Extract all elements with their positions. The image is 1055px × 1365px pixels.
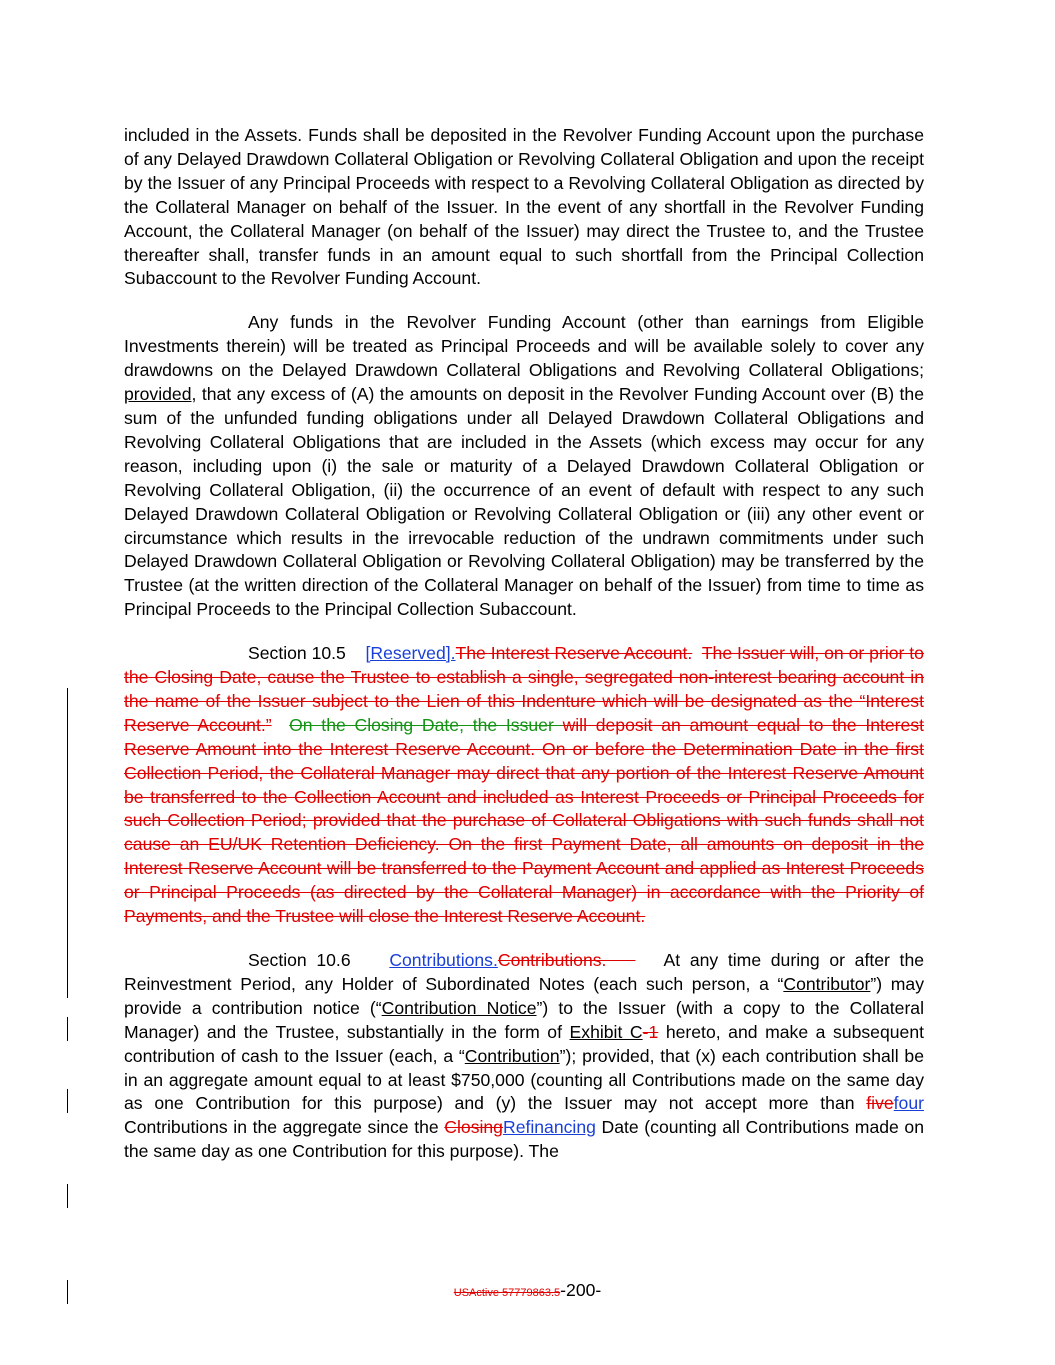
document-id: USActive 57779863.5 — [453, 1287, 561, 1299]
change-bar — [67, 688, 68, 998]
moved-text: On the Closing Date, the Issuer — [289, 714, 563, 735]
deleted-provided: provided — [312, 810, 381, 831]
inserted-title: [Reserved]. — [365, 643, 456, 664]
inserted-count: four — [893, 1093, 924, 1114]
change-bar — [67, 1089, 68, 1113]
section-text: ”); provided, that (x) each contribution shall be in an aggregate amount equal to at least $750,000 (counting all Contributions made on the same day as one Contribution for this purpose) and (y) the Issuer may not accept more than — [124, 1045, 924, 1114]
term-contributor: Contributor — [783, 973, 871, 994]
section-text: hereto, and make a subsequent contribution of cash to the Issuer (each, a “ — [124, 1021, 924, 1066]
page-number: -200- — [560, 1280, 602, 1300]
term-contribution: Contribution — [464, 1045, 560, 1066]
deleted-text: The Issuer will, on or prior to the Closing Date, cause the Trustee to establish a single, segregated non-interest bearing account in the name of the Issuer subject to the Lien of this Indenture which will be designated as the “ — [124, 643, 924, 711]
deleted-title: Contributions. — [497, 950, 607, 970]
deleted-dot: . — [687, 643, 693, 664]
provided-term: provided — [124, 384, 192, 405]
deleted-text: ” — [265, 714, 272, 735]
deleted-text: that the purchase of Collateral Obligations with such funds shall not cause an EU/UK Retention Deficiency. On the first Payment Date, all amounts on deposit in the Interest Reserve Account will be transferred to the Payment Account and applied as Interest Proceeds or Principal Proceeds (as directed by the Collateral Manager) in accordance with the Priority of Payments, and the Trustee will close the Interest Reserve Account. — [124, 810, 924, 927]
document-body — [124, 124, 924, 1164]
change-bar — [67, 1184, 68, 1208]
inserted-title: Contributions. — [389, 950, 498, 970]
section-10-5 — [124, 642, 924, 929]
section-text: Date (counting all Contributions made on the same day as one Contribution for this purpose). The — [124, 1117, 924, 1162]
paragraph-revolver-excess — [124, 311, 924, 622]
section-text: At any time during or after the Reinvestment Period, any Holder of Subordinated Notes (each such person, a “ — [124, 950, 925, 994]
section-text: ”) to the Issuer (with a copy to the Collateral Manager) and the Trustee, substantially in the form of — [124, 997, 925, 1042]
change-bar — [67, 1017, 68, 1041]
paragraph-text: , that any excess of (A) the amounts on deposit in the Revolver Funding Account over (B) the sum of the unfunded funding obligations under all Delayed Drawdown Collateral Obligations and Revolving Collateral Obligations that are included in the Assets (which excess may occur for any reason, including upon (i) the sale or maturity of a Delayed Drawdown Collateral Obligation or Revolving Collateral Obligation, (ii) the occurrence of an event of default with respect to any such Delayed Drawdown Collateral Obligation or Revolving Collateral Obligation or (iii) any other event or circumstance which results in the irrevocable reduction of the undrawn commitments under such Delayed Drawdown Collateral Obligation or Revolving Collateral Obligation) may be transferred by the Trustee (at the written direction of the Collateral Manager on behalf of the Issuer) from time to time as Principal Proceeds to the Principal Collection Subaccount. — [124, 384, 924, 620]
deleted-exhibit-suffix: -1 — [642, 1021, 659, 1042]
exhibit-reference: Exhibit C — [569, 1021, 643, 1042]
section-10-6 — [124, 949, 924, 1164]
paragraph-revolver-deposit: included in the Assets. Funds shall be deposited in the Revolver Funding Account upon the purchase of any Delayed Drawdown Collateral Obligation or Revolving Collateral Obligation and upon the receipt by the Issuer of any Principal Proceeds with respect to a Revolving Collateral Obligation as directed by the Collateral Manager on behalf of the Issuer. In the event of any shortfall in the Revolver Funding Account, the Collateral Manager (on behalf of the Issuer) may direct the Trustee to, and the Trustee thereafter shall, transfer funds in an amount equal to such shortfall from the Principal Collection Subaccount to the Revolver Funding Account. — [124, 125, 924, 289]
page-footer — [0, 1280, 1055, 1301]
inserted-date-word: Refinancing — [502, 1117, 596, 1138]
section-text: Contributions in the aggregate since the — [124, 1117, 445, 1138]
paragraph-text: Any funds in the Revolver Funding Account (other than earnings from Eligible Investments therein) will be treated as Principal Proceeds and will be available solely to cover any drawdowns on the Delayed Drawdown Collateral Obligations and Revolving Collateral Obligations; — [124, 312, 924, 381]
deleted-title: The Interest Reserve Account — [455, 643, 688, 664]
deleted-count: five — [866, 1093, 894, 1114]
deleted-text: will deposit an amount equal to the Interest Reserve Amount into the Interest Reserve Account. On or before the Determination Date in the first Collection Period, the Collateral Manager may direct that any portion of the Interest Reserve Amount be transferred to the Collection Account and included as Interest Proceeds or Principal Proceeds for such Collection Period; — [124, 714, 925, 831]
section-number: Section 10.6 — [248, 950, 351, 970]
term-contribution-notice: Contribution Notice — [381, 997, 537, 1018]
section-text: ”) may provide a contribution notice (“ — [124, 973, 925, 1018]
deleted-defined-term: Interest Reserve Account. — [124, 690, 924, 735]
deleted-date-word: Closing — [444, 1117, 503, 1138]
section-number: Section 10.5 — [248, 643, 346, 664]
